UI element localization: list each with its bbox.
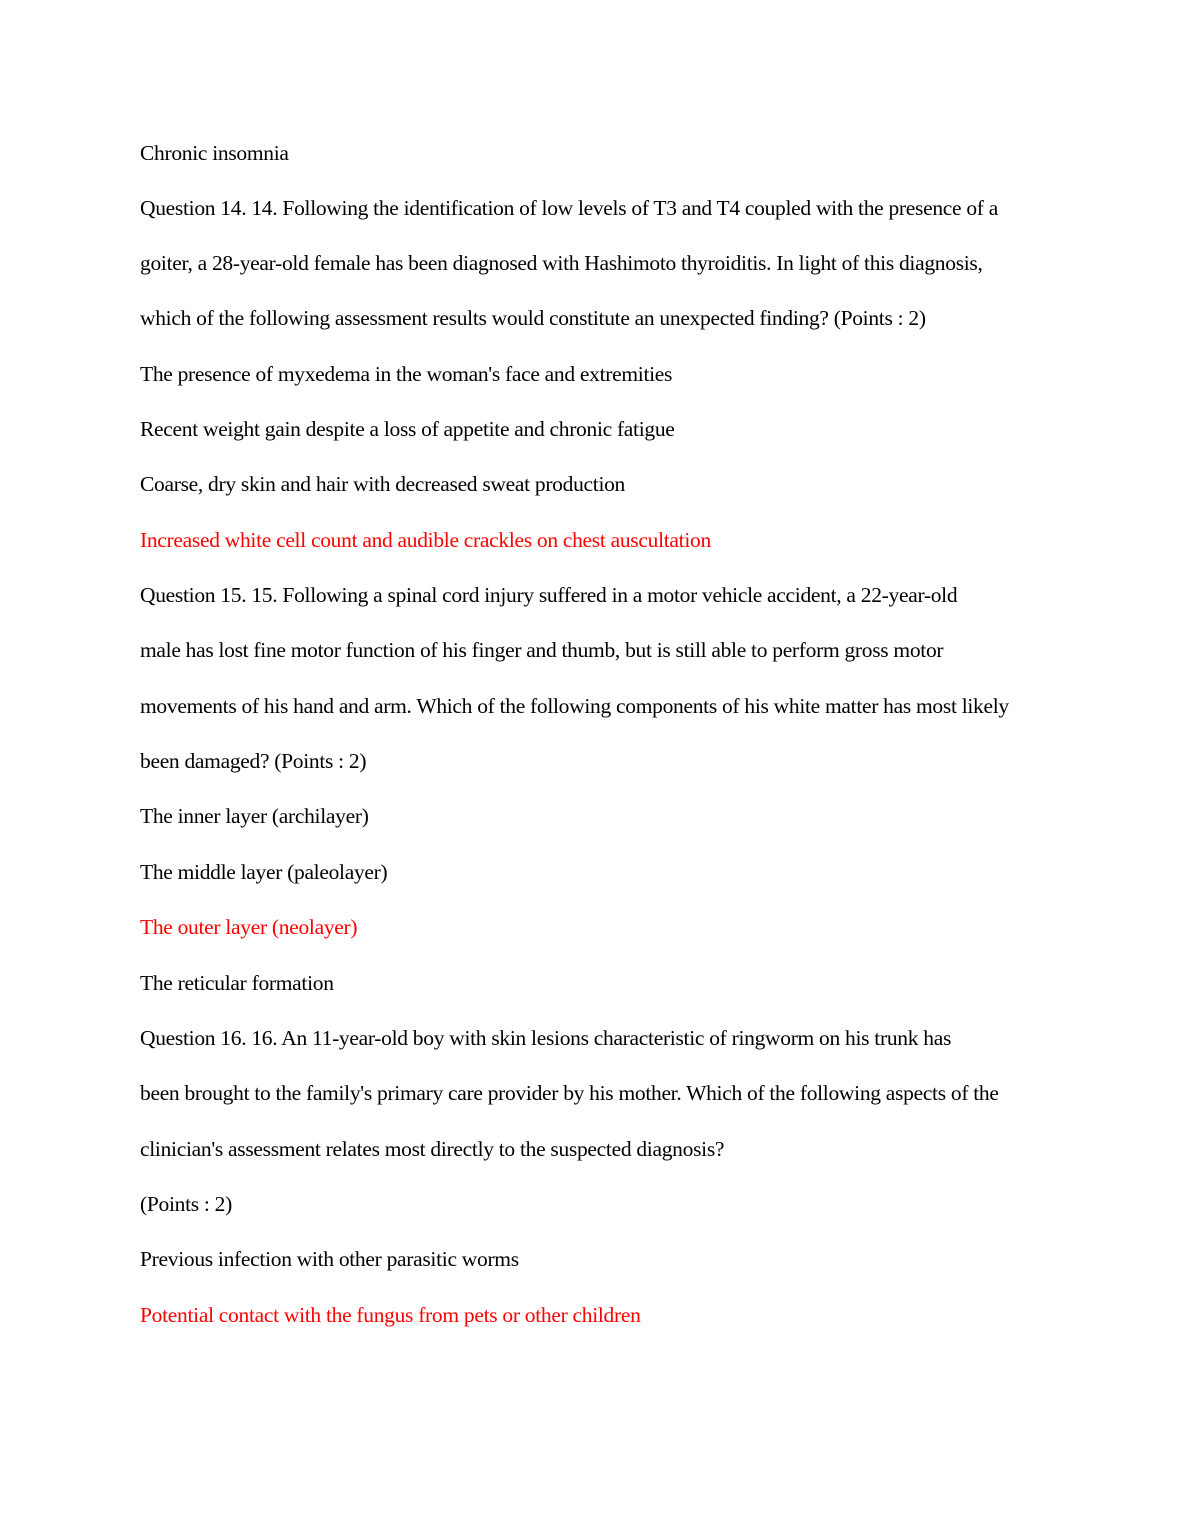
question-14-text-line-1: Question 14. 14. Following the identification of low levels of T3 and T4 coupled with the presence of a (140, 196, 998, 220)
question-16-points: (Points : 2) (140, 1192, 232, 1216)
previous-answer-option: Chronic insomnia (140, 141, 289, 165)
question-15-option-4: The reticular formation (140, 971, 334, 995)
question-15-option-1: The inner layer (archilayer) (140, 804, 369, 828)
question-16-text-line-2: been brought to the family's primary care provider by his mother. Which of the following aspects of the (140, 1081, 999, 1105)
question-16-option-1: Previous infection with other parasitic worms (140, 1247, 519, 1271)
question-14-option-3: Coarse, dry skin and hair with decreased sweat production (140, 472, 626, 496)
question-15-text-line-3: movements of his hand and arm. Which of the following components of his white matter has most likely (140, 694, 1009, 718)
question-14-text-line-3: which of the following assessment results would constitute an unexpected finding? (Points : 2) (140, 306, 926, 330)
question-15-text-line-2: male has lost fine motor function of his finger and thumb, but is still able to perform gross motor (140, 638, 944, 662)
question-15-correct-answer: The outer layer (neolayer) (140, 915, 358, 939)
question-14-option-2: Recent weight gain despite a loss of appetite and chronic fatigue (140, 417, 675, 441)
question-15-text-line-1: Question 15. 15. Following a spinal cord injury suffered in a motor vehicle accident, a 22-year-old (140, 583, 958, 607)
question-15-option-2: The middle layer (paleolayer) (140, 860, 388, 884)
question-14-text-line-2: goiter, a 28-year-old female has been diagnosed with Hashimoto thyroiditis. In light of this diagnosis, (140, 251, 983, 275)
question-15-text-line-4: been damaged? (Points : 2) (140, 749, 367, 773)
question-16-text-line-3: clinician's assessment relates most directly to the suspected diagnosis? (140, 1137, 725, 1161)
question-16-correct-answer: Potential contact with the fungus from pets or other children (140, 1303, 641, 1327)
question-14-option-1: The presence of myxedema in the woman's face and extremities (140, 362, 673, 386)
question-16-text-line-1: Question 16. 16. An 11-year-old boy with skin lesions characteristic of ringworm on his trunk has (140, 1026, 952, 1050)
question-14-correct-answer: Increased white cell count and audible crackles on chest auscultation (140, 528, 711, 552)
